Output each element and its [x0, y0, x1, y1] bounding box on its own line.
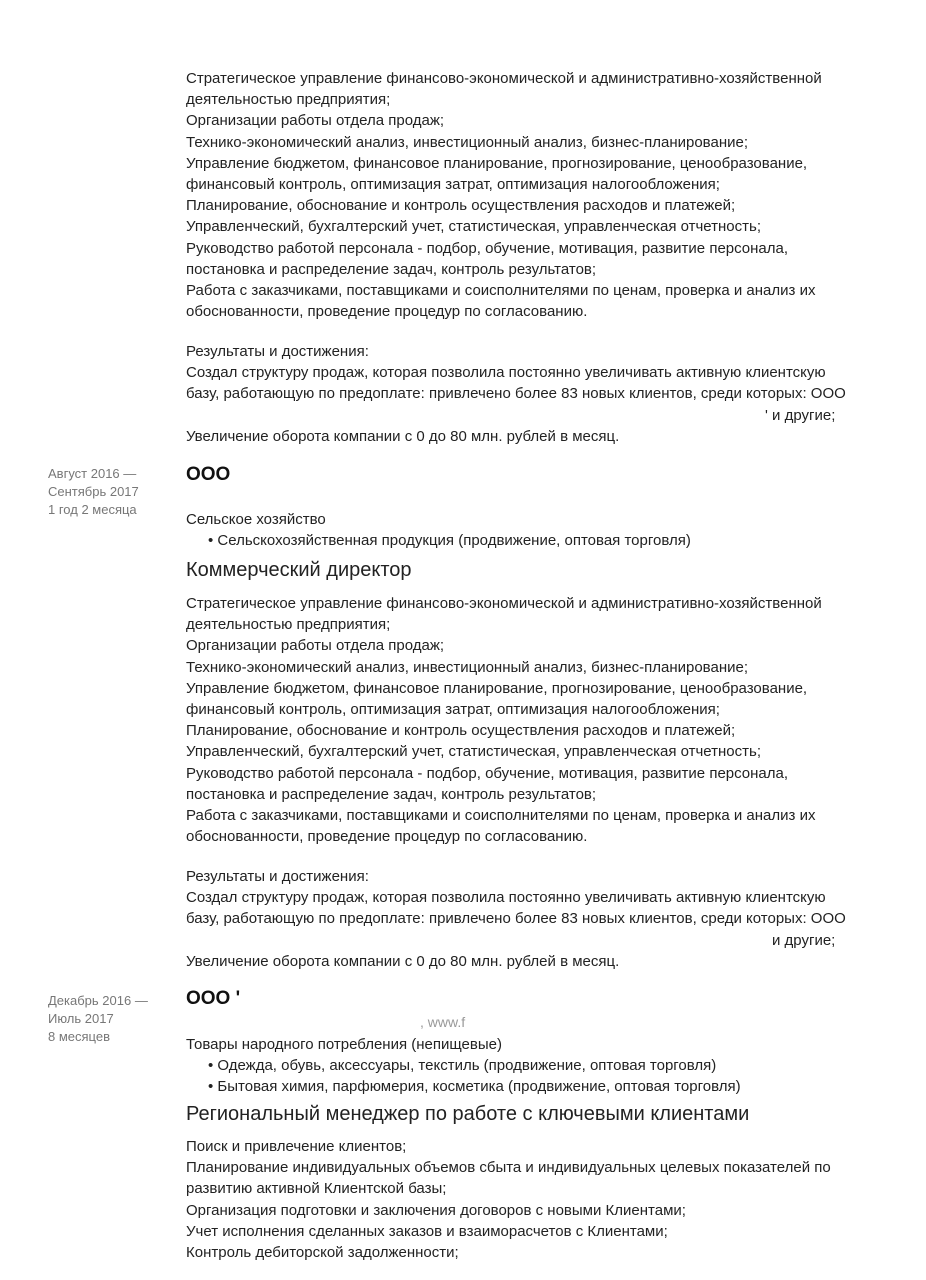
job1-results	[186, 341, 846, 447]
job3-position: Региональный менеджер по работе с ключевыми клиентами	[186, 1103, 750, 1125]
text-line: Планирование, обоснование и контроль осуществления расходов и платежей;	[186, 722, 736, 740]
results-label: Результаты и достижения:	[186, 868, 369, 885]
text-line: Работа с заказчиками, поставщиками и соисполнителями по ценам, проверка и анализ их	[186, 281, 816, 299]
results-others: ' и другие;	[765, 406, 836, 424]
results-turnover: Увеличение оборота компании с 0 до 80 млн. рублей в месяц.	[186, 952, 620, 970]
text-line: постановка и распределение задач, контроль результатов;	[186, 785, 597, 803]
industry-items	[186, 1055, 741, 1097]
text-line: финансовый контроль, оптимизация затрат, оптимизация налогообложения;	[186, 700, 720, 718]
text-line: Технико-экономический анализ, инвестиционный анализ, бизнес-планирование;	[186, 133, 748, 151]
job3-duties	[186, 1136, 831, 1263]
text-line: Управленческий, бухгалтерский учет, статистическая, управленческая отчетность;	[186, 743, 761, 761]
text-line: финансовый контроль, оптимизация затрат, оптимизация налогообложения;	[186, 175, 720, 193]
text-line: • Бытовая химия, парфюмерия, косметика (продвижение, оптовая торговля)	[208, 1078, 741, 1096]
text-line: Организации работы отдела продаж;	[186, 112, 445, 130]
job2-results	[186, 866, 846, 972]
duration: 1 год 2 месяца	[48, 502, 137, 517]
job3-site: , www.f	[420, 1014, 466, 1030]
text-line: базу, работающую по предоплате: привлечено более 83 новых клиентов, среди которых: ООО	[186, 385, 846, 403]
results-lines	[186, 362, 846, 404]
text-line: постановка и распределение задач, контроль результатов;	[186, 260, 597, 278]
period-start: Декабрь 2016 —	[48, 993, 148, 1008]
text-line: Управление бюджетом, финансовое планирование, прогнозирование, ценообразование,	[186, 679, 808, 697]
text-line: Технико-экономический анализ, инвестиционный анализ, бизнес-планирование;	[186, 658, 748, 676]
text-line: Стратегическое управление финансово-экономической и административно-хозяйственной	[186, 595, 822, 612]
results-turnover: Увеличение оборота компании с 0 до 80 млн. рублей в месяц.	[186, 427, 620, 445]
text-line: развитию активной Клиентской базы;	[186, 1180, 447, 1198]
text-line: деятельностью предприятия;	[186, 616, 391, 634]
results-others: и другие;	[772, 931, 836, 949]
text-line: Планирование, обоснование и контроль осуществления расходов и платежей;	[186, 197, 736, 215]
text-line: • Сельскохозяйственная продукция (продвижение, оптовая торговля)	[208, 532, 691, 550]
period-start: Август 2016 —	[48, 466, 137, 481]
job3-company: ООО '	[186, 988, 241, 1009]
period-end: Июль 2017	[48, 1011, 114, 1026]
duration: 8 месяцев	[48, 1029, 110, 1044]
period-end: Сентябрь 2017	[48, 484, 139, 499]
text-line: обоснованности, проведение процедур по согласованию.	[186, 828, 588, 846]
industry-items	[186, 530, 691, 551]
results-lines	[186, 887, 846, 929]
job2-position: Коммерческий директор	[186, 559, 412, 581]
job1-duties	[186, 68, 822, 322]
text-line: Работа с заказчиками, поставщиками и соисполнителями по ценам, проверка и анализ их	[186, 806, 816, 824]
text-line: Организация подготовки и заключения договоров с новыми Клиентами;	[186, 1201, 686, 1219]
text-line: Управленческий, бухгалтерский учет, статистическая, управленческая отчетность;	[186, 218, 761, 236]
text-line: Поиск и привлечение клиентов;	[186, 1138, 407, 1155]
text-line: Управление бюджетом, финансовое планирование, прогнозирование, ценообразование,	[186, 154, 808, 172]
job3-period	[48, 992, 148, 1046]
text-line: Учет исполнения сделанных заказов и взаиморасчетов с Клиентами;	[186, 1222, 668, 1240]
text-line: обоснованности, проведение процедур по согласованию.	[186, 303, 588, 321]
text-line: Создал структуру продаж, которая позволила постоянно увеличивать активную клиентскую	[186, 364, 826, 382]
text-line: Руководство работой персонала - подбор, обучение, мотивация, развитие персонала,	[186, 239, 789, 257]
job3-industry	[186, 1034, 741, 1098]
job2-industry	[186, 509, 691, 551]
job2-duties	[186, 593, 822, 847]
text-line: Контроль дебиторской задолженности;	[186, 1243, 459, 1261]
results-label: Результаты и достижения:	[186, 343, 369, 360]
text-line: Планирование индивидуальных объемов сбыта и индивидуальных целевых показателей по	[186, 1159, 831, 1177]
text-line: Организации работы отдела продаж;	[186, 637, 445, 655]
industry-label: Товары народного потребления (непищевые)	[186, 1036, 502, 1053]
text-line: базу, работающую по предоплате: привлечено более 83 новых клиентов, среди которых: ООО	[186, 910, 846, 928]
text-line: Создал структуру продаж, которая позволила постоянно увеличивать активную клиентскую	[186, 889, 826, 907]
industry-label: Сельское хозяйство	[186, 511, 326, 528]
job2-company: ООО	[186, 464, 231, 485]
job2-period	[48, 465, 139, 519]
text-line: • Одежда, обувь, аксессуары, текстиль (продвижение, оптовая торговля)	[208, 1057, 717, 1075]
text-line: деятельностью предприятия;	[186, 91, 391, 109]
text-line: Руководство работой персонала - подбор, обучение, мотивация, развитие персонала,	[186, 764, 789, 782]
text-line: Стратегическое управление финансово-экономической и административно-хозяйственной	[186, 70, 822, 87]
